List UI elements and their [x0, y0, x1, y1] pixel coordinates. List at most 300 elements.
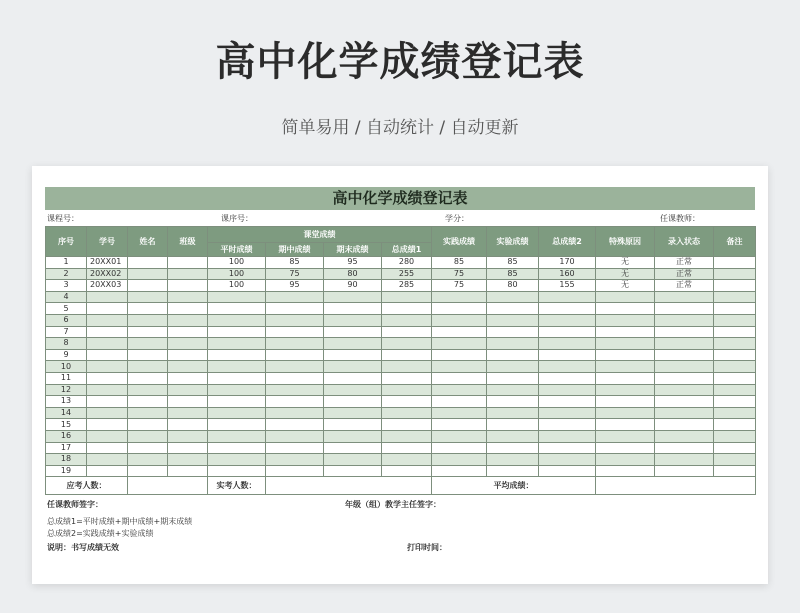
cell-midterm[interactable]: [266, 430, 324, 442]
cell-final[interactable]: [324, 465, 382, 477]
cell-student-no[interactable]: [87, 465, 128, 477]
cell-entry-status[interactable]: [655, 384, 714, 396]
cell-name[interactable]: [128, 407, 168, 419]
cell-class[interactable]: [168, 291, 208, 303]
cell-special-reason[interactable]: [596, 454, 655, 466]
cell-midterm[interactable]: [266, 326, 324, 338]
cell-midterm[interactable]: [266, 396, 324, 408]
cell-total1[interactable]: [382, 338, 432, 350]
cell-entry-status[interactable]: [655, 349, 714, 361]
cell-total1[interactable]: [382, 442, 432, 454]
cell-final[interactable]: [324, 291, 382, 303]
cell-regular[interactable]: 100: [208, 280, 266, 292]
cell-total1[interactable]: [382, 465, 432, 477]
cell-total2[interactable]: [539, 430, 596, 442]
cell-special-reason[interactable]: [596, 372, 655, 384]
cell-seq[interactable]: 18: [46, 454, 87, 466]
cell-total1[interactable]: [382, 372, 432, 384]
cell-practice[interactable]: [432, 338, 487, 350]
cell-name[interactable]: [128, 384, 168, 396]
cell-entry-status[interactable]: [655, 361, 714, 373]
cell-student-no[interactable]: [87, 419, 128, 431]
cell-special-reason[interactable]: [596, 303, 655, 315]
formula-total2: 总成绩2=实践成绩+实验成绩: [47, 529, 154, 539]
print-time-label: 打印时间：: [407, 543, 447, 553]
cell-student-no[interactable]: [87, 303, 128, 315]
cell-final[interactable]: [324, 303, 382, 315]
cell-seq[interactable]: 10: [46, 361, 87, 373]
cell-class[interactable]: [168, 326, 208, 338]
cell-experiment[interactable]: [487, 454, 539, 466]
cell-name[interactable]: [128, 372, 168, 384]
cell-seq[interactable]: 1: [46, 257, 87, 269]
col-midterm: 期中成绩: [266, 243, 324, 257]
cell-midterm[interactable]: 75: [266, 268, 324, 280]
col-experiment: 实验成绩: [487, 227, 539, 257]
table-row: [46, 372, 756, 384]
cell-final[interactable]: [324, 454, 382, 466]
table-footer: [46, 477, 756, 495]
cell-class[interactable]: [168, 465, 208, 477]
course-meta-row: [45, 210, 755, 226]
cell-midterm[interactable]: 85: [266, 257, 324, 269]
cell-total2[interactable]: [539, 465, 596, 477]
cell-final[interactable]: [324, 396, 382, 408]
cell-regular[interactable]: [208, 396, 266, 408]
cell-entry-status[interactable]: [655, 372, 714, 384]
cell-midterm[interactable]: [266, 407, 324, 419]
cell-total1[interactable]: [382, 314, 432, 326]
cell-special-reason[interactable]: [596, 326, 655, 338]
cell-experiment[interactable]: [487, 361, 539, 373]
cell-total2[interactable]: 170: [539, 257, 596, 269]
cell-practice[interactable]: [432, 349, 487, 361]
cell-class[interactable]: [168, 442, 208, 454]
cell-midterm[interactable]: [266, 384, 324, 396]
cell-seq[interactable]: 8: [46, 338, 87, 350]
cell-remark[interactable]: [714, 407, 756, 419]
cell-entry-status[interactable]: 正常: [655, 257, 714, 269]
expected-count-value[interactable]: [128, 477, 208, 495]
cell-regular[interactable]: [208, 419, 266, 431]
cell-class[interactable]: [168, 419, 208, 431]
cell-remark[interactable]: [714, 396, 756, 408]
cell-special-reason[interactable]: [596, 314, 655, 326]
cell-final[interactable]: [324, 361, 382, 373]
cell-total2[interactable]: 160: [539, 268, 596, 280]
cell-total1[interactable]: [382, 430, 432, 442]
cell-class[interactable]: [168, 303, 208, 315]
cell-remark[interactable]: [714, 442, 756, 454]
cell-total1[interactable]: 255: [382, 268, 432, 280]
cell-regular[interactable]: [208, 407, 266, 419]
cell-remark[interactable]: [714, 314, 756, 326]
cell-class[interactable]: [168, 361, 208, 373]
grade-table: [45, 226, 756, 495]
cell-student-no[interactable]: [87, 338, 128, 350]
cell-student-no[interactable]: 20XX01: [87, 257, 128, 269]
explanation-note: 说明：书写成绩无效: [47, 543, 119, 553]
cell-class[interactable]: [168, 384, 208, 396]
cell-student-no[interactable]: [87, 314, 128, 326]
cell-student-no[interactable]: [87, 430, 128, 442]
cell-seq[interactable]: 16: [46, 430, 87, 442]
cell-remark[interactable]: [714, 361, 756, 373]
cell-seq[interactable]: 5: [46, 303, 87, 315]
cell-name[interactable]: [128, 291, 168, 303]
cell-seq[interactable]: 15: [46, 419, 87, 431]
cell-entry-status[interactable]: [655, 465, 714, 477]
cell-final[interactable]: 90: [324, 280, 382, 292]
cell-midterm[interactable]: [266, 419, 324, 431]
actual-count-label: 实考人数：: [208, 477, 266, 495]
cell-class[interactable]: [168, 280, 208, 292]
teacher-label: 任课教师：: [660, 214, 700, 223]
cell-total2[interactable]: [539, 291, 596, 303]
cell-regular[interactable]: [208, 372, 266, 384]
cell-practice[interactable]: [432, 303, 487, 315]
cell-regular[interactable]: [208, 361, 266, 373]
cell-remark[interactable]: [714, 349, 756, 361]
cell-total2[interactable]: [539, 349, 596, 361]
cell-remark[interactable]: [714, 280, 756, 292]
cell-experiment[interactable]: [487, 303, 539, 315]
cell-name[interactable]: [128, 454, 168, 466]
cell-seq[interactable]: 4: [46, 291, 87, 303]
cell-experiment[interactable]: [487, 430, 539, 442]
cell-remark[interactable]: [714, 372, 756, 384]
cell-class[interactable]: [168, 372, 208, 384]
director-signature-label: 年级（组）教学主任签字：: [345, 500, 441, 510]
cell-total2[interactable]: [539, 361, 596, 373]
cell-total2[interactable]: [539, 372, 596, 384]
cell-name[interactable]: [128, 442, 168, 454]
cell-special-reason[interactable]: [596, 419, 655, 431]
cell-total1[interactable]: 280: [382, 257, 432, 269]
cell-entry-status[interactable]: [655, 442, 714, 454]
cell-practice[interactable]: [432, 454, 487, 466]
cell-midterm[interactable]: 95: [266, 280, 324, 292]
cell-remark[interactable]: [714, 419, 756, 431]
cell-entry-status[interactable]: [655, 407, 714, 419]
cell-entry-status[interactable]: [655, 291, 714, 303]
cell-final[interactable]: [324, 338, 382, 350]
cell-regular[interactable]: [208, 454, 266, 466]
cell-total2[interactable]: [539, 384, 596, 396]
cell-final[interactable]: [324, 326, 382, 338]
cell-midterm[interactable]: [266, 291, 324, 303]
cell-practice[interactable]: [432, 314, 487, 326]
cell-total2[interactable]: [539, 454, 596, 466]
cell-regular[interactable]: [208, 291, 266, 303]
cell-regular[interactable]: [208, 338, 266, 350]
cell-regular[interactable]: [208, 384, 266, 396]
cell-total2[interactable]: [539, 314, 596, 326]
col-special-reason: 特殊原因: [596, 227, 655, 257]
cell-total1[interactable]: [382, 326, 432, 338]
course-seq-label: 课序号：: [221, 214, 253, 223]
page-subtitle: 简单易用 / 自动统计 / 自动更新: [281, 118, 519, 138]
col-total1: 总成绩1: [382, 243, 432, 257]
cell-class[interactable]: [168, 268, 208, 280]
cell-remark[interactable]: [714, 291, 756, 303]
table-row: [46, 430, 756, 442]
cell-experiment[interactable]: 80: [487, 280, 539, 292]
cell-total2[interactable]: [539, 407, 596, 419]
cell-class[interactable]: [168, 454, 208, 466]
cell-experiment[interactable]: [487, 349, 539, 361]
cell-final[interactable]: [324, 430, 382, 442]
cell-experiment[interactable]: [487, 419, 539, 431]
cell-class[interactable]: [168, 407, 208, 419]
cell-regular[interactable]: [208, 349, 266, 361]
cell-total1[interactable]: [382, 454, 432, 466]
cell-final[interactable]: 80: [324, 268, 382, 280]
table-row: [46, 465, 756, 477]
cell-name[interactable]: [128, 419, 168, 431]
cell-student-no[interactable]: [87, 326, 128, 338]
cell-practice[interactable]: [432, 372, 487, 384]
cell-remark[interactable]: [714, 384, 756, 396]
cell-entry-status[interactable]: [655, 303, 714, 315]
cell-midterm[interactable]: [266, 454, 324, 466]
cell-seq[interactable]: 2: [46, 268, 87, 280]
cell-entry-status[interactable]: [655, 396, 714, 408]
cell-special-reason[interactable]: 无: [596, 257, 655, 269]
cell-name[interactable]: [128, 257, 168, 269]
cell-name[interactable]: [128, 430, 168, 442]
cell-final[interactable]: [324, 384, 382, 396]
table-row: [46, 257, 756, 269]
cell-experiment[interactable]: [487, 291, 539, 303]
cell-regular[interactable]: [208, 303, 266, 315]
average-score-label: 平均成绩：: [432, 477, 596, 495]
cell-midterm[interactable]: [266, 442, 324, 454]
cell-practice[interactable]: [432, 430, 487, 442]
cell-total1[interactable]: [382, 303, 432, 315]
cell-total1[interactable]: [382, 384, 432, 396]
cell-experiment[interactable]: [487, 442, 539, 454]
cell-name[interactable]: [128, 326, 168, 338]
cell-remark[interactable]: [714, 303, 756, 315]
cell-remark[interactable]: [714, 326, 756, 338]
cell-entry-status[interactable]: [655, 454, 714, 466]
cell-final[interactable]: [324, 442, 382, 454]
cell-student-no[interactable]: [87, 384, 128, 396]
cell-experiment[interactable]: [487, 465, 539, 477]
cell-seq[interactable]: 17: [46, 442, 87, 454]
cell-regular[interactable]: [208, 430, 266, 442]
cell-regular[interactable]: 100: [208, 257, 266, 269]
cell-name[interactable]: [128, 314, 168, 326]
cell-practice[interactable]: [432, 326, 487, 338]
table-row: [46, 314, 756, 326]
cell-total1[interactable]: [382, 396, 432, 408]
cell-student-no[interactable]: 20XX02: [87, 268, 128, 280]
cell-experiment[interactable]: [487, 407, 539, 419]
cell-name[interactable]: [128, 396, 168, 408]
average-score-value[interactable]: [596, 477, 756, 495]
cell-special-reason[interactable]: [596, 465, 655, 477]
cell-remark[interactable]: [714, 257, 756, 269]
actual-count-value[interactable]: [266, 477, 432, 495]
cell-remark[interactable]: [714, 465, 756, 477]
cell-final[interactable]: [324, 419, 382, 431]
cell-entry-status[interactable]: 正常: [655, 268, 714, 280]
cell-seq[interactable]: 3: [46, 280, 87, 292]
cell-student-no[interactable]: [87, 372, 128, 384]
table-row: [46, 280, 756, 292]
cell-experiment[interactable]: 85: [487, 257, 539, 269]
col-total2: 总成绩2: [539, 227, 596, 257]
cell-regular[interactable]: [208, 465, 266, 477]
cell-experiment[interactable]: [487, 372, 539, 384]
cell-seq[interactable]: 19: [46, 465, 87, 477]
cell-entry-status[interactable]: [655, 326, 714, 338]
cell-practice[interactable]: [432, 396, 487, 408]
cell-midterm[interactable]: [266, 465, 324, 477]
cell-total1[interactable]: [382, 407, 432, 419]
cell-seq[interactable]: 6: [46, 314, 87, 326]
cell-name[interactable]: [128, 268, 168, 280]
cell-practice[interactable]: [432, 442, 487, 454]
cell-total1[interactable]: 285: [382, 280, 432, 292]
table-row: [46, 291, 756, 303]
cell-special-reason[interactable]: 无: [596, 280, 655, 292]
cell-midterm[interactable]: [266, 314, 324, 326]
cell-class[interactable]: [168, 257, 208, 269]
col-seq: 序号: [46, 227, 87, 257]
cell-regular[interactable]: [208, 442, 266, 454]
cell-entry-status[interactable]: [655, 419, 714, 431]
cell-midterm[interactable]: [266, 349, 324, 361]
cell-special-reason[interactable]: [596, 384, 655, 396]
cell-special-reason[interactable]: [596, 396, 655, 408]
cell-name[interactable]: [128, 338, 168, 350]
cell-student-no[interactable]: 20XX03: [87, 280, 128, 292]
cell-class[interactable]: [168, 338, 208, 350]
cell-experiment[interactable]: [487, 326, 539, 338]
cell-regular[interactable]: [208, 314, 266, 326]
teacher-signature-label: 任课教师签字：: [47, 500, 103, 510]
cell-special-reason[interactable]: [596, 338, 655, 350]
cell-final[interactable]: [324, 407, 382, 419]
cell-student-no[interactable]: [87, 361, 128, 373]
table-row: [46, 338, 756, 350]
cell-final[interactable]: 95: [324, 257, 382, 269]
cell-experiment[interactable]: [487, 384, 539, 396]
sheet-title: 高中化学成绩登记表: [45, 187, 755, 210]
cell-class[interactable]: [168, 430, 208, 442]
cell-total2[interactable]: [539, 442, 596, 454]
cell-special-reason[interactable]: [596, 407, 655, 419]
cell-practice[interactable]: [432, 407, 487, 419]
cell-experiment[interactable]: [487, 396, 539, 408]
table-row: [46, 384, 756, 396]
cell-remark[interactable]: [714, 338, 756, 350]
cell-class[interactable]: [168, 349, 208, 361]
cell-experiment[interactable]: 85: [487, 268, 539, 280]
cell-midterm[interactable]: [266, 372, 324, 384]
cell-student-no[interactable]: [87, 396, 128, 408]
cell-practice[interactable]: [432, 291, 487, 303]
cell-practice[interactable]: 75: [432, 268, 487, 280]
cell-entry-status[interactable]: [655, 338, 714, 350]
cell-seq[interactable]: 11: [46, 372, 87, 384]
cell-total2[interactable]: [539, 419, 596, 431]
cell-name[interactable]: [128, 349, 168, 361]
col-regular: 平时成绩: [208, 243, 266, 257]
cell-special-reason[interactable]: [596, 430, 655, 442]
cell-student-no[interactable]: [87, 442, 128, 454]
cell-final[interactable]: [324, 314, 382, 326]
cell-practice[interactable]: 75: [432, 280, 487, 292]
cell-special-reason[interactable]: [596, 361, 655, 373]
cell-final[interactable]: [324, 372, 382, 384]
cell-name[interactable]: [128, 280, 168, 292]
cell-practice[interactable]: [432, 419, 487, 431]
cell-experiment[interactable]: [487, 338, 539, 350]
cell-practice[interactable]: [432, 384, 487, 396]
cell-experiment[interactable]: [487, 314, 539, 326]
cell-entry-status[interactable]: [655, 314, 714, 326]
cell-entry-status[interactable]: 正常: [655, 280, 714, 292]
cell-midterm[interactable]: [266, 338, 324, 350]
cell-student-no[interactable]: [87, 454, 128, 466]
cell-total2[interactable]: 155: [539, 280, 596, 292]
cell-name[interactable]: [128, 303, 168, 315]
cell-regular[interactable]: [208, 326, 266, 338]
cell-practice[interactable]: [432, 361, 487, 373]
cell-special-reason[interactable]: [596, 291, 655, 303]
cell-special-reason[interactable]: [596, 442, 655, 454]
cell-name[interactable]: [128, 465, 168, 477]
table-header: [46, 227, 756, 257]
cell-total1[interactable]: [382, 349, 432, 361]
cell-seq[interactable]: 14: [46, 407, 87, 419]
cell-student-no[interactable]: [87, 407, 128, 419]
cell-seq[interactable]: 7: [46, 326, 87, 338]
cell-total2[interactable]: [539, 338, 596, 350]
cell-seq[interactable]: 12: [46, 384, 87, 396]
cell-total2[interactable]: [539, 396, 596, 408]
cell-student-no[interactable]: [87, 349, 128, 361]
cell-remark[interactable]: [714, 268, 756, 280]
cell-midterm[interactable]: [266, 361, 324, 373]
cell-student-no[interactable]: [87, 291, 128, 303]
cell-total2[interactable]: [539, 326, 596, 338]
cell-seq[interactable]: 13: [46, 396, 87, 408]
cell-final[interactable]: [324, 349, 382, 361]
cell-remark[interactable]: [714, 454, 756, 466]
cell-practice[interactable]: [432, 465, 487, 477]
cell-total1[interactable]: [382, 291, 432, 303]
cell-class[interactable]: [168, 314, 208, 326]
cell-total1[interactable]: [382, 419, 432, 431]
cell-special-reason[interactable]: 无: [596, 268, 655, 280]
cell-entry-status[interactable]: [655, 430, 714, 442]
cell-seq[interactable]: 9: [46, 349, 87, 361]
cell-practice[interactable]: 85: [432, 257, 487, 269]
cell-regular[interactable]: 100: [208, 268, 266, 280]
cell-total1[interactable]: [382, 361, 432, 373]
cell-special-reason[interactable]: [596, 349, 655, 361]
cell-remark[interactable]: [714, 430, 756, 442]
cell-class[interactable]: [168, 396, 208, 408]
cell-midterm[interactable]: [266, 303, 324, 315]
cell-name[interactable]: [128, 361, 168, 373]
cell-total2[interactable]: [539, 303, 596, 315]
